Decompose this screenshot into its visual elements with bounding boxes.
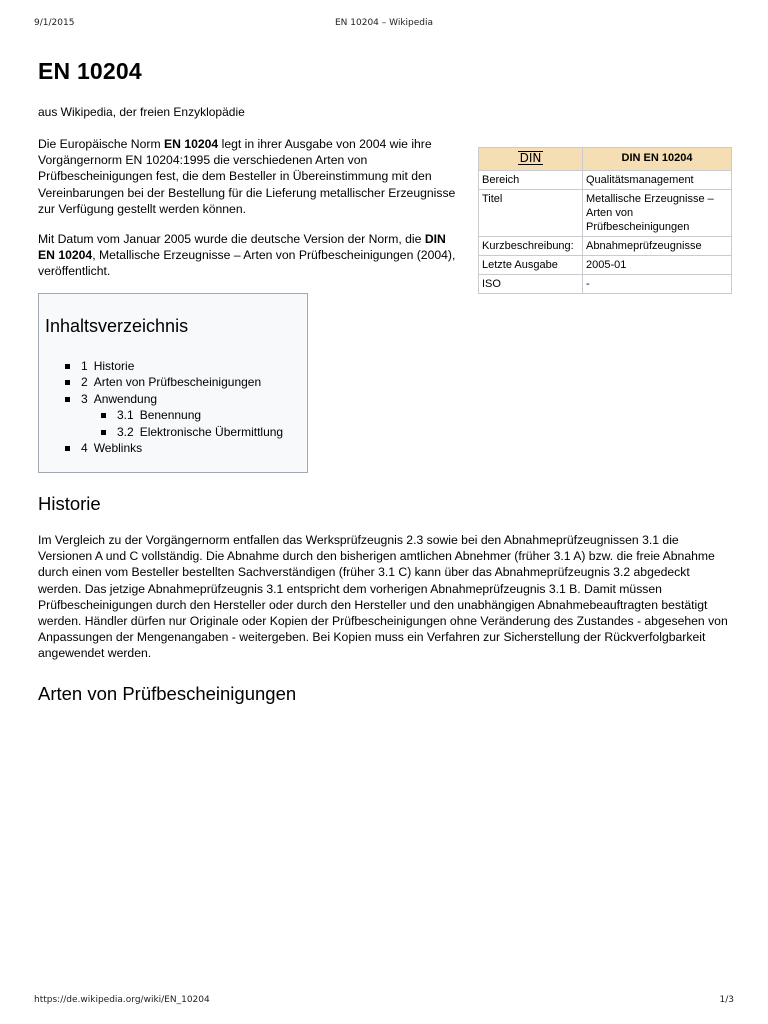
print-url[interactable]: https://de.wikipedia.org/wiki/EN_10204 xyxy=(34,995,210,1005)
din-logo[interactable]: DIN xyxy=(479,148,583,171)
infobox xyxy=(478,147,732,294)
toc-item-arten[interactable]: 2 Arten von Prüfbescheinigungen xyxy=(63,374,283,390)
toc-item-elektronische-uebermittlung[interactable]: 3.2 Elektronische Übermittlung xyxy=(99,424,283,440)
infobox-row: Letzte Ausgabe 2005-01 xyxy=(479,256,732,275)
toc-item-benennung[interactable]: 3.1 Benennung xyxy=(99,407,283,423)
infobox-row: Titel Metallische Erzeugnisse – Arten von Prüfbescheinigungen xyxy=(479,190,732,237)
toc-title: Inhaltsverzeichnis xyxy=(45,316,189,336)
page-title: EN 10204 xyxy=(38,58,142,84)
toc-item-weblinks[interactable]: 4 Weblinks xyxy=(63,440,283,456)
tagline: aus Wikipedia, der freien Enzyklopädie xyxy=(38,105,245,119)
infobox-row: Kurzbeschreibung: Abnahmeprüfzeugnisse xyxy=(479,237,732,256)
infobox-row: ISO - xyxy=(479,275,732,294)
toc-item-historie[interactable]: 1 Historie xyxy=(63,358,283,374)
historie-paragraph: Im Vergleich zu der Vorgängernorm entfallen das Werksprüfzeugnis 2.3 sowie bei den Abnahmeprüfzeugnissen 3.1 die Versionen A und C vollständig. Die Abnahme durch den bisherigen amtlichen Abnehmer (früher 3.1 A) bzw. die freie Abnahme durch einen vom Besteller bestellten Sachverständigen (früher 3.1 C) kann über das Abnahmeprüfzeugnis 3.2 abgedeckt werden. Das jetzige Abnahmeprüfzeugnis 3.1 entspricht dem vorherigen Abnahmeprüfzeugnis 3.1 B. Damit müssen Prüfbescheinigungen durch den Hersteller oder durch den Hersteller und den unabhängigen Abnahmebeauftragten bestätigt werden. Händler dürfen nur Originale oder Kopien der Prüfbescheinigungen ohne Veränderung des Zustandes - abgesehen von Anpassungen der Mengenangaben - weitergeben. Bei Kopien muss ein Verfahren zur Sicherstellung der Rückverfolgbarkeit angewendet werden. xyxy=(38,533,728,661)
print-title: EN 10204 – Wikipedia xyxy=(334,18,434,28)
table-of-contents xyxy=(38,293,308,473)
print-page-number: 1/3 xyxy=(719,995,734,1005)
intro-paragraph-1: Die Europäische Norm EN 10204 legt in ihrer Ausgabe von 2004 wie ihre Vorgängernorm EN 10204:1995 die verschiedenen Arten von Prüfbescheinigungen fest, die dem Besteller in Übereinstimmung mit den Vereinbarungen bei der Bestellung für die Lieferung metallischer Erzeugnisse zur Verfügung gestellt werden können. xyxy=(38,137,456,216)
print-date: 9/1/2015 xyxy=(34,18,75,28)
infobox-header: DIN EN 10204 xyxy=(583,148,732,171)
section-heading-arten: Arten von Prüfbescheinigungen xyxy=(38,683,297,704)
infobox-value-bereich[interactable]: Qualitätsmanagement xyxy=(583,171,732,190)
intro-paragraph-2: Mit Datum vom Januar 2005 wurde die deutsche Version der Norm, die DIN EN 10204, Metallische Erzeugnisse – Arten von Prüfbescheinigungen (2004), veröffentlicht. xyxy=(38,232,456,279)
infobox-row: Bereich Qualitätsmanagement xyxy=(479,171,732,190)
section-heading-historie: Historie xyxy=(38,493,101,514)
toc-item-anwendung[interactable]: 3 Anwendung xyxy=(63,391,283,407)
